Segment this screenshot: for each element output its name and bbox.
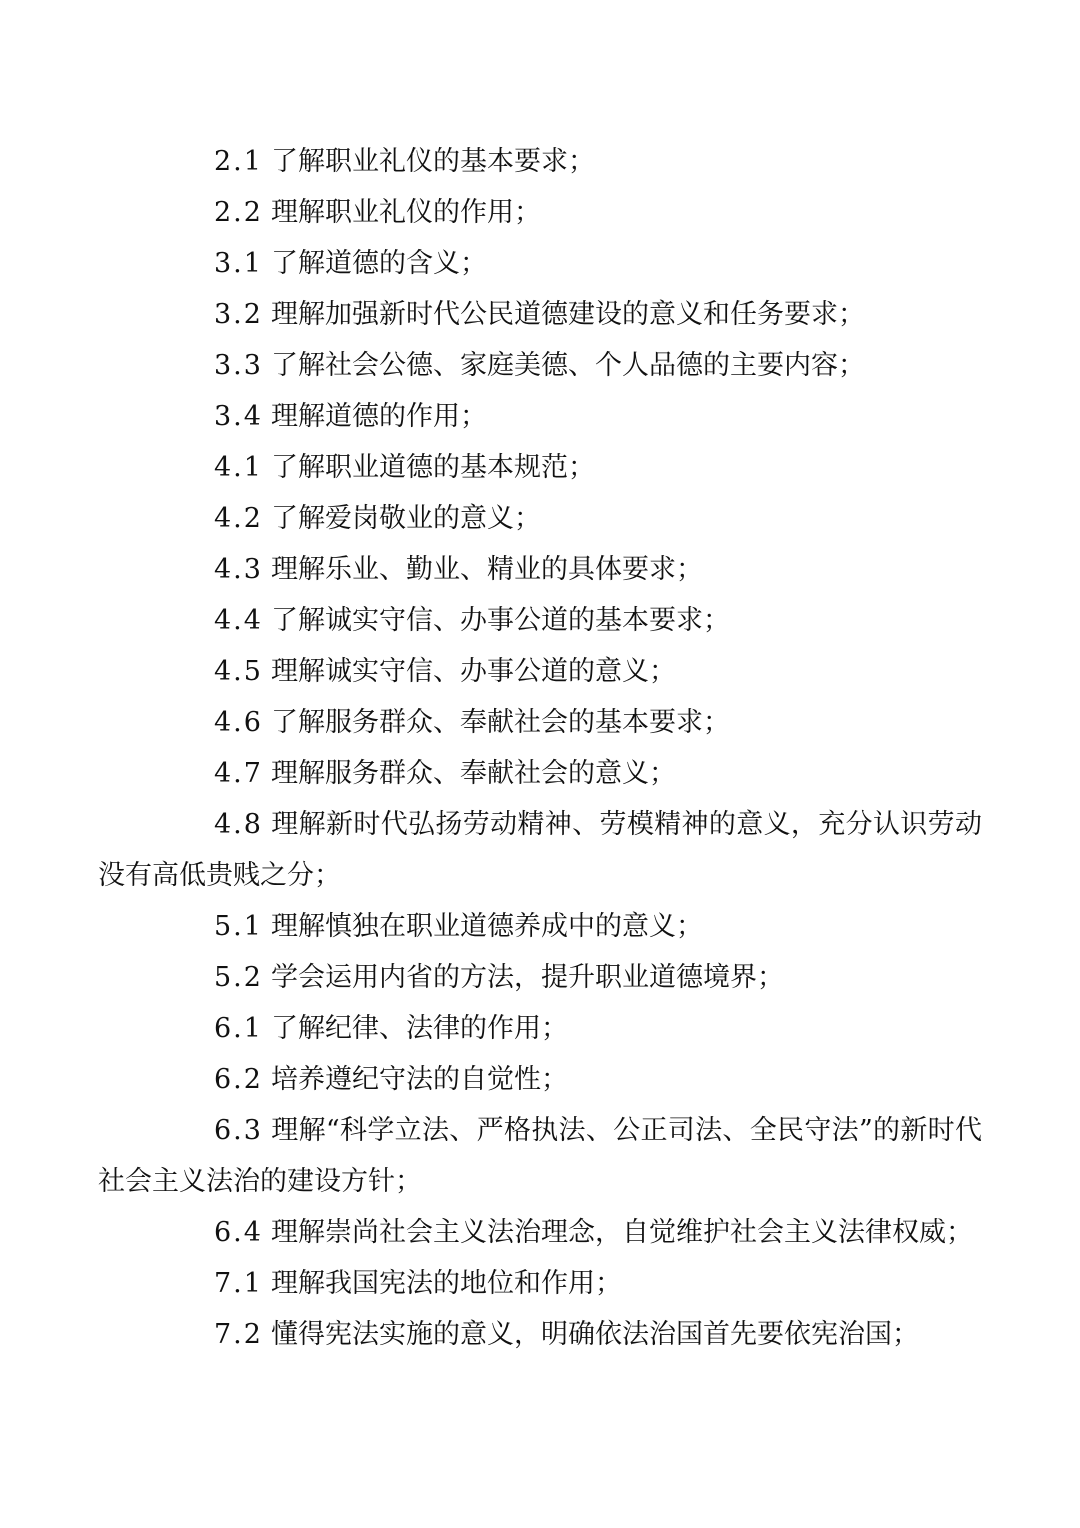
item-number: 7.1 — [214, 1268, 263, 1299]
item-number: 6.1 — [214, 1013, 263, 1044]
item-number: 4.6 — [214, 707, 263, 738]
item-text: 理解慎独在职业道德养成中的意义； — [270, 911, 703, 942]
item-text: 理解诚实守信、办事公道的意义； — [270, 656, 676, 687]
list-item — [98, 238, 982, 289]
item-number: 5.1 — [214, 911, 263, 942]
list-item — [98, 493, 982, 544]
list-item — [98, 901, 982, 952]
item-text: 了解诚实守信、办事公道的基本要求； — [270, 605, 730, 636]
list-item — [98, 391, 982, 442]
item-number: 6.2 — [214, 1064, 263, 1095]
list-item — [98, 340, 982, 391]
item-text: 了解纪律、法律的作用； — [270, 1013, 568, 1044]
item-number: 4.3 — [214, 554, 263, 585]
item-text: 理解加强新时代公民道德建设的意义和任务要求； — [270, 299, 865, 330]
item-number: 2.1 — [214, 146, 263, 177]
item-text: 了解社会公德、家庭美德、个人品德的主要内容； — [270, 350, 865, 381]
list-item — [98, 697, 982, 748]
item-number: 3.2 — [214, 299, 263, 330]
item-number: 7.2 — [214, 1319, 263, 1350]
item-number: 5.2 — [214, 962, 263, 993]
list-item — [98, 544, 982, 595]
item-number: 4.4 — [214, 605, 263, 636]
item-text: 了解服务群众、奉献社会的基本要求； — [270, 707, 730, 738]
list-item — [98, 646, 982, 697]
item-text: 培养遵纪守法的自觉性； — [270, 1064, 568, 1095]
list-item — [98, 1258, 982, 1309]
list-item — [98, 952, 982, 1003]
item-text: 理解道德的作用； — [270, 401, 487, 432]
list-item — [98, 1105, 982, 1207]
item-text: 理解我国宪法的地位和作用； — [270, 1268, 622, 1299]
item-text: 了解职业礼仪的基本要求； — [270, 146, 595, 177]
item-text: 了解道德的含义； — [270, 248, 487, 279]
item-number: 4.1 — [214, 452, 263, 483]
list-item — [98, 1207, 982, 1258]
list-item — [98, 1309, 982, 1360]
list-item — [98, 595, 982, 646]
list-item — [98, 1003, 982, 1054]
item-text: 理解乐业、勤业、精业的具体要求； — [270, 554, 703, 585]
item-number: 4.5 — [214, 656, 263, 687]
list-item — [98, 1054, 982, 1105]
item-number: 3.1 — [214, 248, 263, 279]
item-text: 理解职业礼仪的作用； — [270, 197, 541, 228]
item-number: 4.7 — [214, 758, 263, 789]
item-text: 学会运用内省的方法，提升职业道德境界； — [270, 962, 784, 993]
list-item — [98, 799, 982, 901]
item-text: 懂得宪法实施的意义，明确依法治国首先要依宪治国； — [270, 1319, 919, 1350]
list-item — [98, 187, 982, 238]
item-text: 理解服务群众、奉献社会的意义； — [270, 758, 676, 789]
item-text: 了解爱岗敬业的意义； — [270, 503, 541, 534]
item-number: 6.4 — [214, 1217, 263, 1248]
item-number: 3.3 — [214, 350, 263, 381]
item-number: 6.3 — [214, 1115, 263, 1146]
list-item — [98, 442, 982, 493]
item-text: 了解职业道德的基本规范； — [270, 452, 595, 483]
item-number: 4.2 — [214, 503, 263, 534]
item-number: 3.4 — [214, 401, 263, 432]
item-number: 4.8 — [214, 809, 263, 840]
item-number: 2.2 — [214, 197, 263, 228]
item-text: 理解“科学立法、严格执法、公正司法、全民守法”的新时代社会主义法治的建设方针； — [98, 1115, 982, 1197]
list-item — [98, 289, 982, 340]
item-text: 理解新时代弘扬劳动精神、劳模精神的意义，充分认识劳动没有高低贵贱之分； — [98, 809, 982, 891]
item-text: 理解崇尚社会主义法治理念，自觉维护社会主义法律权威； — [270, 1217, 973, 1248]
requirements-list — [98, 136, 982, 1360]
list-item — [98, 748, 982, 799]
list-item — [98, 136, 982, 187]
